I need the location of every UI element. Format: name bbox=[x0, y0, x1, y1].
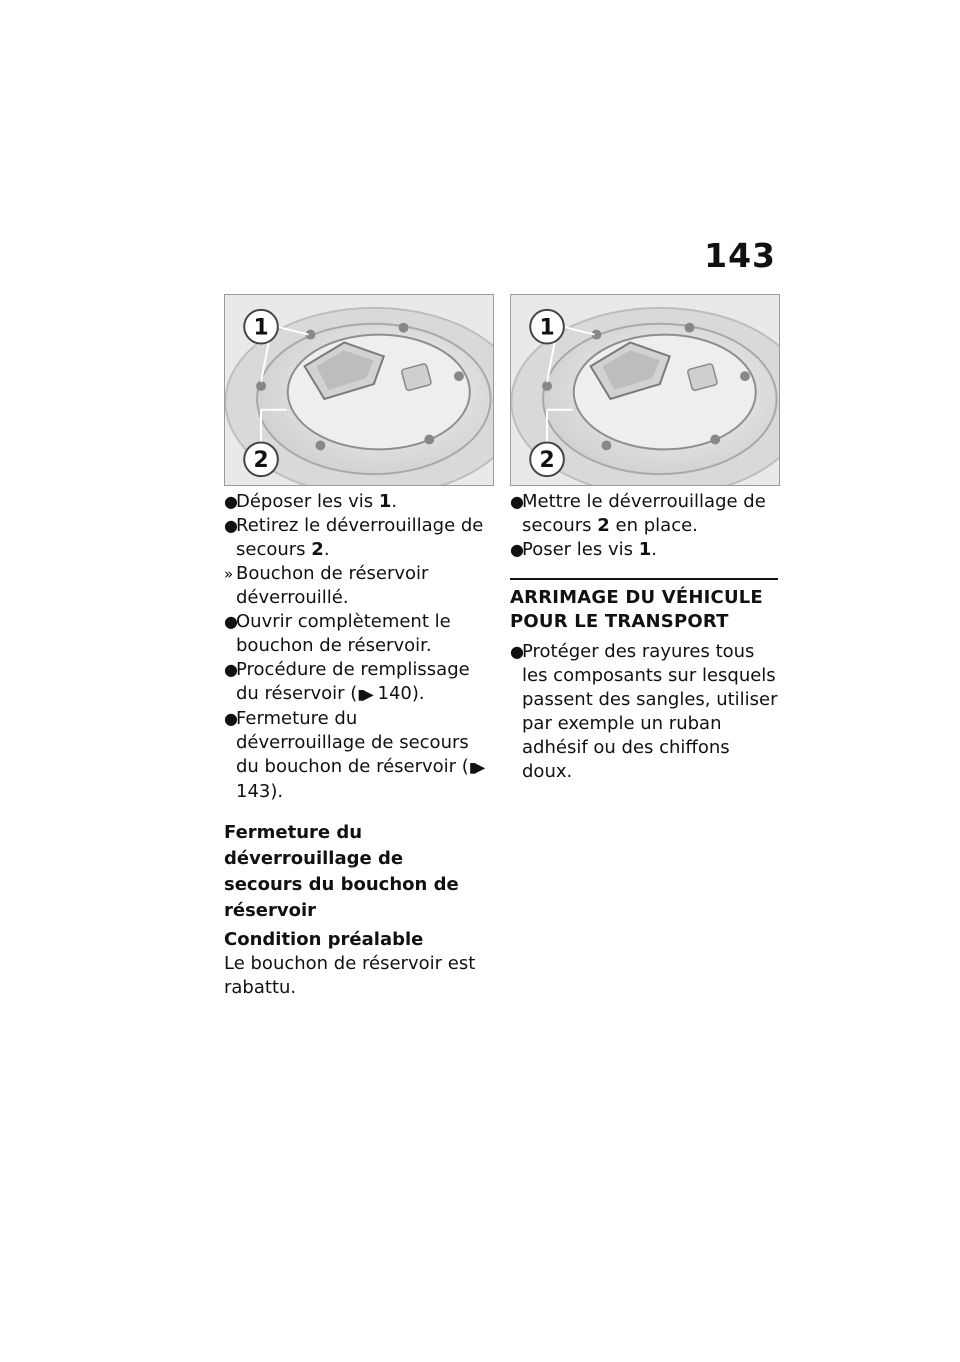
step-text-end: . bbox=[651, 539, 657, 560]
list-item bbox=[224, 562, 486, 610]
callout-ref: 1 bbox=[638, 539, 652, 560]
step-text: Protéger des rayures tous les composants sur lesquels passent des sangles, utiliser par exemple un ruban adhésif ou des chiffons doux. bbox=[522, 641, 778, 782]
step-text: Mettre le déverrouillage de secours bbox=[522, 491, 766, 536]
step-list bbox=[510, 640, 778, 784]
list-item bbox=[224, 658, 486, 707]
step-text: Procédure de remplissage du réservoir ( bbox=[236, 659, 470, 704]
bullet-icon: ● bbox=[510, 642, 524, 661]
step-text: Fermeture du déverrouillage de secours du bouchon de réservoir ( bbox=[236, 708, 469, 777]
step-list bbox=[224, 490, 486, 804]
result-icon: » bbox=[224, 565, 234, 583]
list-item bbox=[224, 707, 486, 804]
callout-ref: 2 bbox=[597, 515, 610, 536]
callout-2: 2 bbox=[253, 448, 269, 474]
list-item bbox=[224, 514, 486, 562]
step-text: Retirez le déverrouillage de secours bbox=[236, 515, 484, 560]
bullet-icon: ● bbox=[224, 612, 238, 631]
step-text-end: ). bbox=[270, 781, 284, 802]
bullet-icon: ● bbox=[224, 660, 238, 679]
list-item bbox=[510, 538, 778, 562]
step-text: Ouvrir complètement le bouchon de réservoir. bbox=[236, 611, 451, 656]
left-column bbox=[224, 490, 486, 1000]
condition-label: Condition préalable bbox=[224, 929, 424, 950]
bullet-icon: ● bbox=[224, 492, 238, 511]
callout-ref: 2 bbox=[311, 539, 324, 560]
page-ref-link[interactable]: 140 bbox=[377, 683, 412, 704]
list-item bbox=[224, 610, 486, 658]
list-item bbox=[510, 640, 778, 784]
callout-ref: 1 bbox=[378, 491, 392, 512]
list-item bbox=[224, 490, 486, 514]
fuel-cap-figure-right bbox=[510, 294, 780, 486]
step-list bbox=[510, 490, 778, 562]
step-text-end: en place. bbox=[609, 515, 698, 536]
bullet-icon: ● bbox=[224, 709, 238, 728]
bullet-icon: ● bbox=[510, 540, 524, 559]
fuel-cap-figure-left bbox=[224, 294, 494, 486]
list-item bbox=[510, 490, 778, 538]
bullet-icon: ● bbox=[510, 492, 524, 511]
step-text-end: ). bbox=[411, 683, 425, 704]
step-text: Poser les vis bbox=[522, 539, 639, 560]
callout-1: 1 bbox=[539, 315, 555, 341]
page-ref-arrow-icon: ▮▶ bbox=[357, 687, 372, 703]
callout-1: 1 bbox=[253, 315, 269, 341]
page-ref-link[interactable]: 143 bbox=[236, 781, 271, 802]
subsection-heading: Fermeture du déverrouillage de secours du bouchon de réservoir bbox=[224, 822, 459, 921]
section-title: ARRIMAGE DU VÉHICULE POUR LE TRANSPORT bbox=[510, 587, 763, 632]
section-divider bbox=[510, 578, 778, 580]
right-column bbox=[510, 490, 778, 784]
result-text: Bouchon de réservoir déverrouillé. bbox=[236, 563, 429, 608]
step-text-end: . bbox=[323, 539, 330, 560]
condition-text: Le bouchon de réservoir est rabattu. bbox=[224, 953, 476, 998]
fuel-cap-illustration bbox=[225, 295, 493, 485]
fuel-cap-illustration bbox=[511, 295, 779, 485]
page-number: 143 bbox=[704, 236, 776, 275]
bullet-icon: ● bbox=[224, 516, 238, 535]
step-text-end: . bbox=[391, 491, 398, 512]
callout-2: 2 bbox=[539, 448, 555, 474]
step-text: Déposer les vis bbox=[236, 491, 379, 512]
page-ref-arrow-icon: ▮▶ bbox=[468, 760, 484, 776]
